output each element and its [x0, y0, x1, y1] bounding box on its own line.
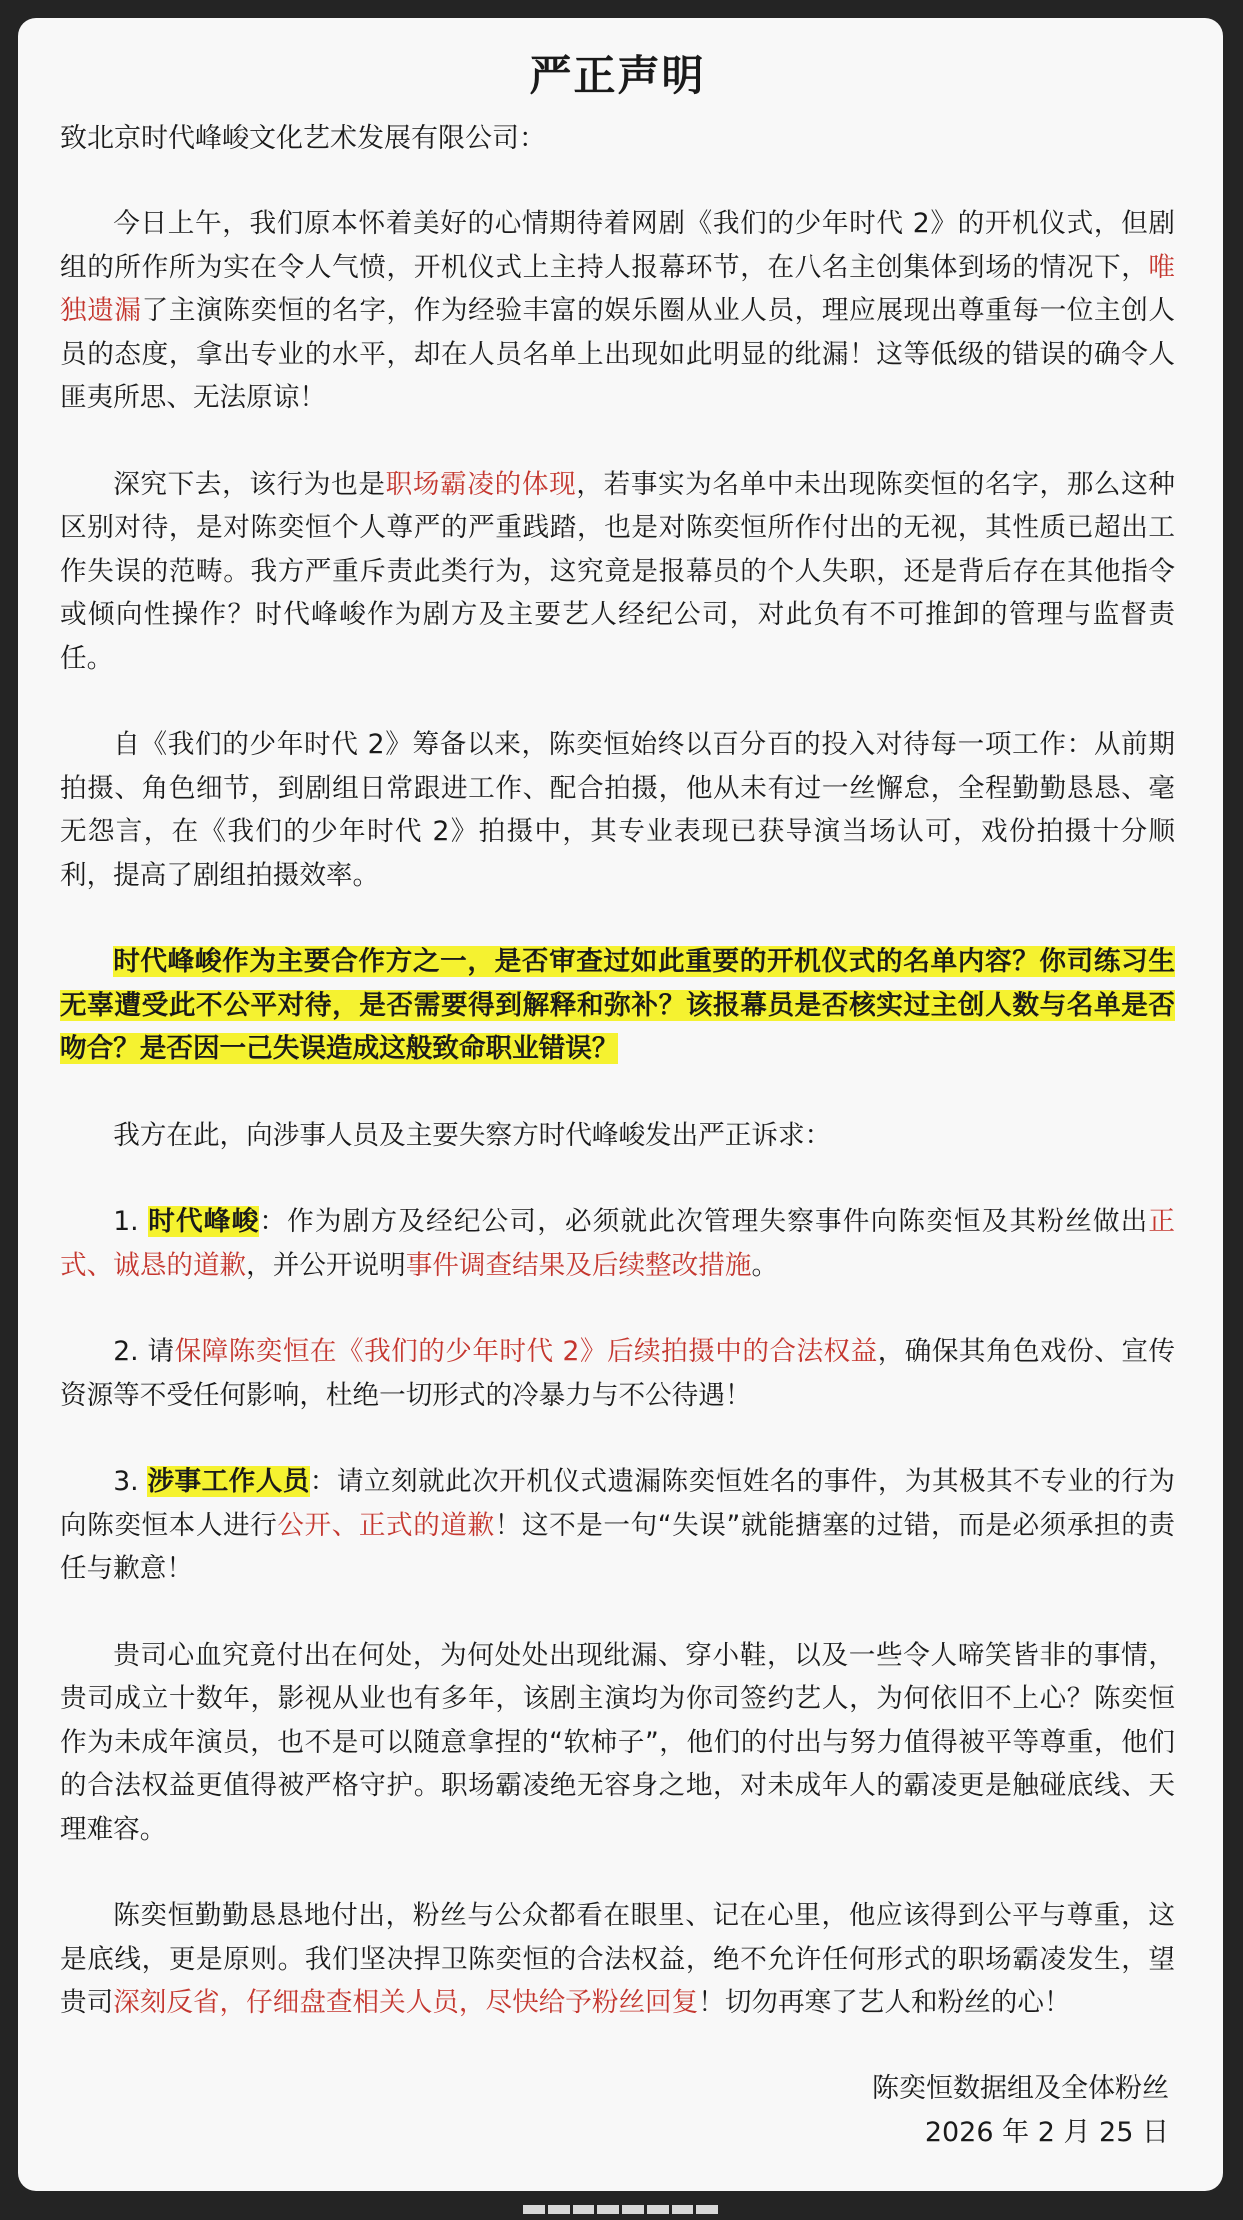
highlighted-label: 涉事工作人员 — [147, 1466, 310, 1497]
paragraph-3: 自《我们的少年时代 2》筹备以来，陈奕恒始终以百分百的投入对待每一项工作：从前期拍摄、角色细节，到剧组日常跟进工作、配合拍摄，他从未有过一丝懈怠，全程勤勤恳恳、毫无怨言，在《我们的少年时代 2》拍摄中，其专业表现已获导演当场认可，戏份拍摄十分顺利，提高了剧组拍摄效率。 — [60, 729, 1175, 891]
page-indicator-segment — [523, 2205, 548, 2214]
highlighted-label: 时代峰峻 — [148, 1206, 260, 1237]
page-indicator-segment — [672, 2205, 697, 2214]
emphasis-red-text: 公开、正式的道歉 — [277, 1509, 495, 1541]
emphasis-red-text: 唯独遗漏 — [60, 251, 1175, 326]
emphasis-red-text: 职场霸凌的体现 — [385, 468, 577, 500]
page-indicator-segment — [647, 2205, 672, 2214]
highlighted-questions: 时代峰峻作为主要合作方之一，是否审查过如此重要的开机仪式的名单内容？你司练习生无辜遭受此不公平对待，是否需要得到解释和弥补？该报幕员是否核实过主创人数与名单是否吻合？是否因一己失误造成这般致命职业错误？ — [60, 946, 1175, 1064]
paragraph-1: 今日上午，我们原本怀着美好的心情期待着网剧《我们的少年时代 2》的开机仪式，但剧组的所作所为实在令人气愤，开机仪式上主持人报幕环节，在八名主创集体到场的情况下，唯独遗漏了主演陈奕恒的名字，作为经验丰富的娱乐圈从业人员，理应展现出尊重每一位主创人员的态度，拿出专业的水平，却在人员名单上出现如此明显的纰漏！这等低级的错误的确令人匪夷所思、无法原谅！ — [60, 208, 1176, 413]
document-title: 严正声明 — [529, 51, 706, 100]
emphasis-red-text: 事件调查结果及后续整改措施 — [405, 1249, 752, 1281]
page-indicator-segment — [597, 2205, 622, 2214]
page-indicator-segment — [573, 2205, 598, 2214]
signature-block — [60, 2067, 1175, 2155]
emphasis-red-text: 正式、诚恳的道歉 — [60, 1206, 1176, 1281]
paragraph-6: 贵司心血究竟付出在何处，为何处处出现纰漏、穿小鞋，以及一些令人啼笑皆非的事情，贵司成立十数年，影视从业也有多年，该剧主演均为你司签约艺人，为何依旧不上心？陈奕恒作为未成年演员，也不是可以随意拿捏的“软柿子”，他们的付出与努力值得被平等尊重，他们的合法权益更值得被严格守护。职场霸凌绝无容身之地，对未成年人的霸凌更是触碰底线、天理难容。 — [60, 1639, 1175, 1845]
demand-item-1: 1. 时代峰峻：作为剧方及经纪公司，必须就此次管理失察事件向陈奕恒及其粉丝做出正式、诚恳的道歉，并公开说明事件调查结果及后续整改措施。 — [60, 1206, 1176, 1281]
page-indicator-segment — [622, 2205, 647, 2214]
emphasis-red-text: 深刻反省，仔细盘查相关人员，尽快给予粉丝回复 — [113, 1987, 699, 2018]
paragraph-7: 陈奕恒勤勤恳恳地付出，粉丝与公众都看在眼里、记在心里，他应该得到公平与尊重，这是底线，更是原则。我们坚决捍卫陈奕恒的合法权益，绝不允许任何形式的职场霸凌发生，望贵司深刻反省，仔细盘查相关人员，尽快给予粉丝回复！切勿再寒了艺人和粉丝的心！ — [60, 1900, 1175, 2018]
demand-item-3: 3. 涉事工作人员：请立刻就此次开机仪式遗漏陈奕恒姓名的事件，为其极其不专业的行为向陈奕恒本人进行公开、正式的道歉！这不是一句“失误”就能搪塞的过错，而是必须承担的责任与歉意！ — [60, 1466, 1175, 1584]
emphasis-red-text: 保障陈奕恒在《我们的少年时代 2》后续拍摄中的合法权益 — [174, 1336, 878, 1367]
paragraph-4-highlighted — [60, 940, 1175, 1071]
paragraph-2: 深究下去，该行为也是职场霸凌的体现，若事实为名单中未出现陈奕恒的名字，那么这种区别对待，是对陈奕恒个人尊严的严重践踏，也是对陈奕恒所作付出的无视，其性质已超出工作失误的范畴。我方严重斥责此类行为，这究竟是报幕员的个人失职，还是背后存在其他指令或倾向性操作？时代峰峻作为剧方及主要艺人经纪公司，对此负有不可推卸的管理与监督责任。 — [60, 468, 1176, 674]
addressee-line: 致北京时代峰峻文化艺术发展有限公司： — [60, 123, 546, 154]
signature-name: 陈奕恒数据组及全体粉丝 — [872, 2072, 1169, 2104]
paragraph-5: 我方在此，向涉事人员及主要失察方时代峰峻发出严正诉求： — [113, 1119, 832, 1151]
signature-date: 2026 年 2 月 25 日 — [924, 2116, 1169, 2148]
demand-item-2: 2. 请保障陈奕恒在《我们的少年时代 2》后续拍摄中的合法权益，确保其角色戏份、宣传资源等不受任何影响，杜绝一切形式的冷暴力与不公待遇！ — [60, 1336, 1175, 1411]
statement-document — [18, 18, 1223, 2191]
page-indicator-segment — [696, 2205, 718, 2214]
page-indicator — [523, 2205, 718, 2214]
page-indicator-segment — [548, 2205, 573, 2214]
